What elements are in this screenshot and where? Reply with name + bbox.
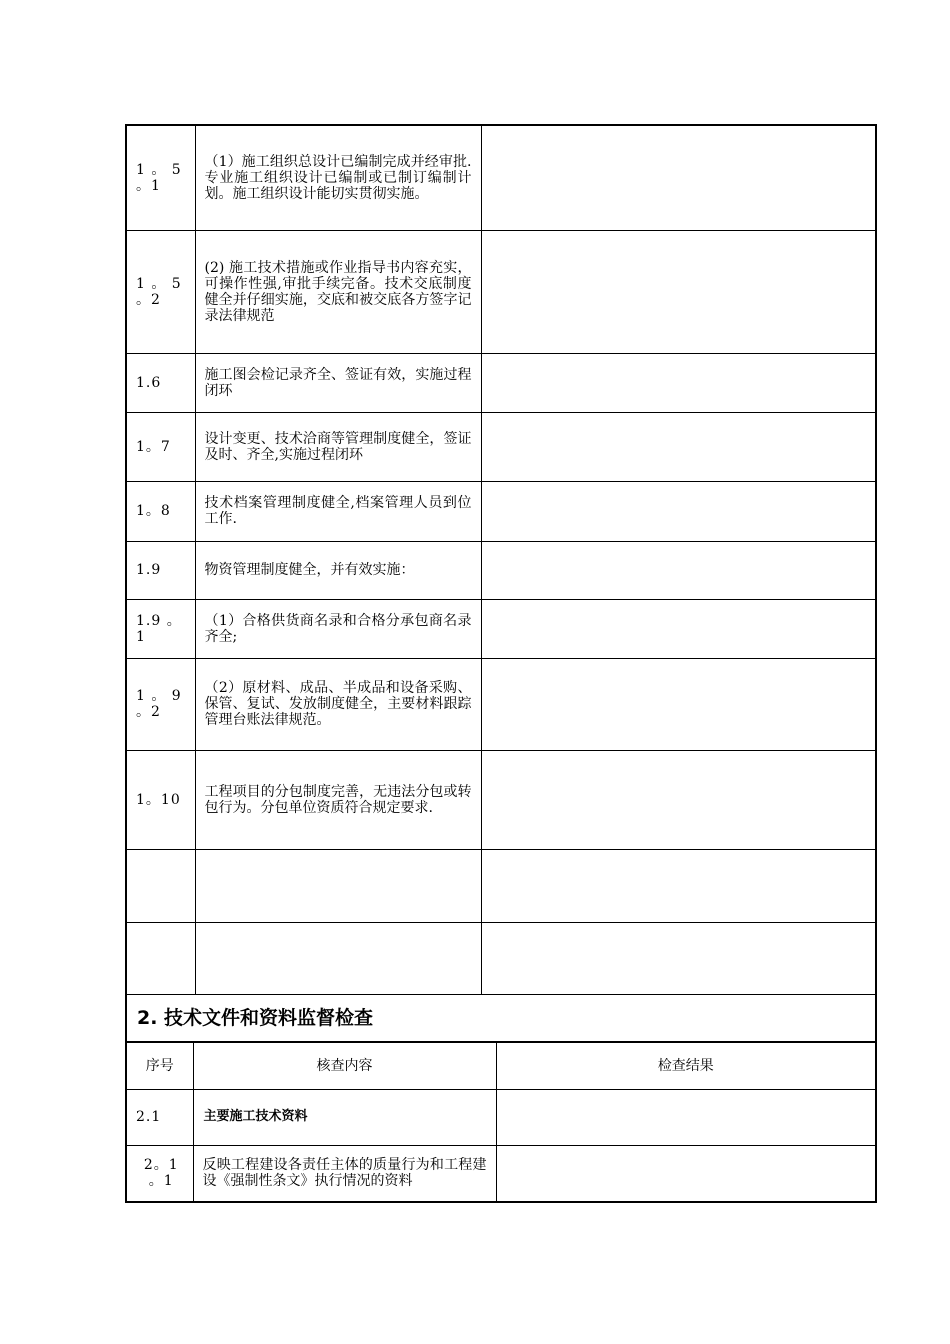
row-description: （1）合格供货商名录和合格分承包商名录齐全;: [195, 599, 481, 658]
row-description: [195, 922, 481, 994]
row-result-cell[interactable]: [481, 658, 875, 750]
row-number: 2.1: [127, 1089, 193, 1145]
table-row: [127, 849, 875, 922]
section-heading-row: [127, 994, 875, 1041]
row-description: 物资管理制度健全，并有效实施：: [195, 541, 481, 599]
row-number: 1 。 5 。2: [127, 230, 195, 353]
section-title: 2. 技术文件和资料监督检查: [127, 994, 875, 1041]
row-description: 技术档案管理制度健全,档案管理人员到位工作.: [195, 481, 481, 541]
table-row: [127, 353, 875, 412]
header-result: 检查结果: [496, 1042, 875, 1089]
row-number: 1。7: [127, 412, 195, 481]
row-number: [127, 849, 195, 922]
technical-documents-table: [127, 1042, 875, 1202]
row-result-cell[interactable]: [481, 412, 875, 481]
table-header-row: [127, 1042, 875, 1089]
row-result-cell[interactable]: [481, 922, 875, 994]
row-result-cell[interactable]: [496, 1089, 875, 1145]
table-row: [127, 922, 875, 994]
row-description: 施工图会检记录齐全、签证有效，实施过程闭环: [195, 353, 481, 412]
row-result-cell[interactable]: [481, 750, 875, 849]
row-result-cell[interactable]: [481, 849, 875, 922]
header-content: 核查内容: [193, 1042, 496, 1089]
row-description: [195, 849, 481, 922]
header-number: 序号: [127, 1042, 193, 1089]
table-row: [127, 412, 875, 481]
row-result-cell[interactable]: [481, 230, 875, 353]
table-row: [127, 541, 875, 599]
table-row: [127, 599, 875, 658]
table-row: [127, 230, 875, 353]
row-number: 1.9: [127, 541, 195, 599]
row-description: 工程项目的分包制度完善，无违法分包或转包行为。分包单位资质符合规定要求.: [195, 750, 481, 849]
row-number: 1。10: [127, 750, 195, 849]
table-row: [127, 1145, 875, 1201]
row-number: [127, 922, 195, 994]
quality-behavior-table: [127, 126, 875, 1042]
table-row: [127, 126, 875, 230]
table-row: [127, 750, 875, 849]
row-number: 1 。 9 。2: [127, 658, 195, 750]
row-number: 1.6: [127, 353, 195, 412]
row-description: 主要施工技术资料: [193, 1089, 496, 1145]
row-description: (2) 施工技术措施或作业指导书内容充实，可操作性强,审批手续完备。技术交底制度健全并仔细实施，交底和被交底各方签字记录法律规范: [195, 230, 481, 353]
row-description: （1）施工组织总设计已编制完成并经审批.专业施工组织设计已编制或已制订编制计划。施工组织设计能切实贯彻实施。: [195, 126, 481, 230]
row-result-cell[interactable]: [481, 126, 875, 230]
table-row: [127, 1089, 875, 1145]
row-description: 设计变更、技术洽商等管理制度健全，签证及时、齐全,实施过程闭环: [195, 412, 481, 481]
row-result-cell[interactable]: [481, 353, 875, 412]
row-description: 反映工程建设各责任主体的质量行为和工程建设《强制性条文》执行情况的资料: [193, 1145, 496, 1201]
table-row: [127, 658, 875, 750]
table-row: [127, 481, 875, 541]
row-number: 1.9 。1: [127, 599, 195, 658]
row-result-cell[interactable]: [496, 1145, 875, 1201]
inspection-table-sheet: [125, 124, 877, 1203]
row-number: 2。1 。1: [127, 1145, 193, 1201]
row-result-cell[interactable]: [481, 541, 875, 599]
row-number: 1 。 5 。1: [127, 126, 195, 230]
row-result-cell[interactable]: [481, 599, 875, 658]
row-description: （2）原材料、成品、半成品和设备采购、保管、复试、发放制度健全，主要材料跟踪管理台账法律规范。: [195, 658, 481, 750]
row-number: 1。8: [127, 481, 195, 541]
row-result-cell[interactable]: [481, 481, 875, 541]
